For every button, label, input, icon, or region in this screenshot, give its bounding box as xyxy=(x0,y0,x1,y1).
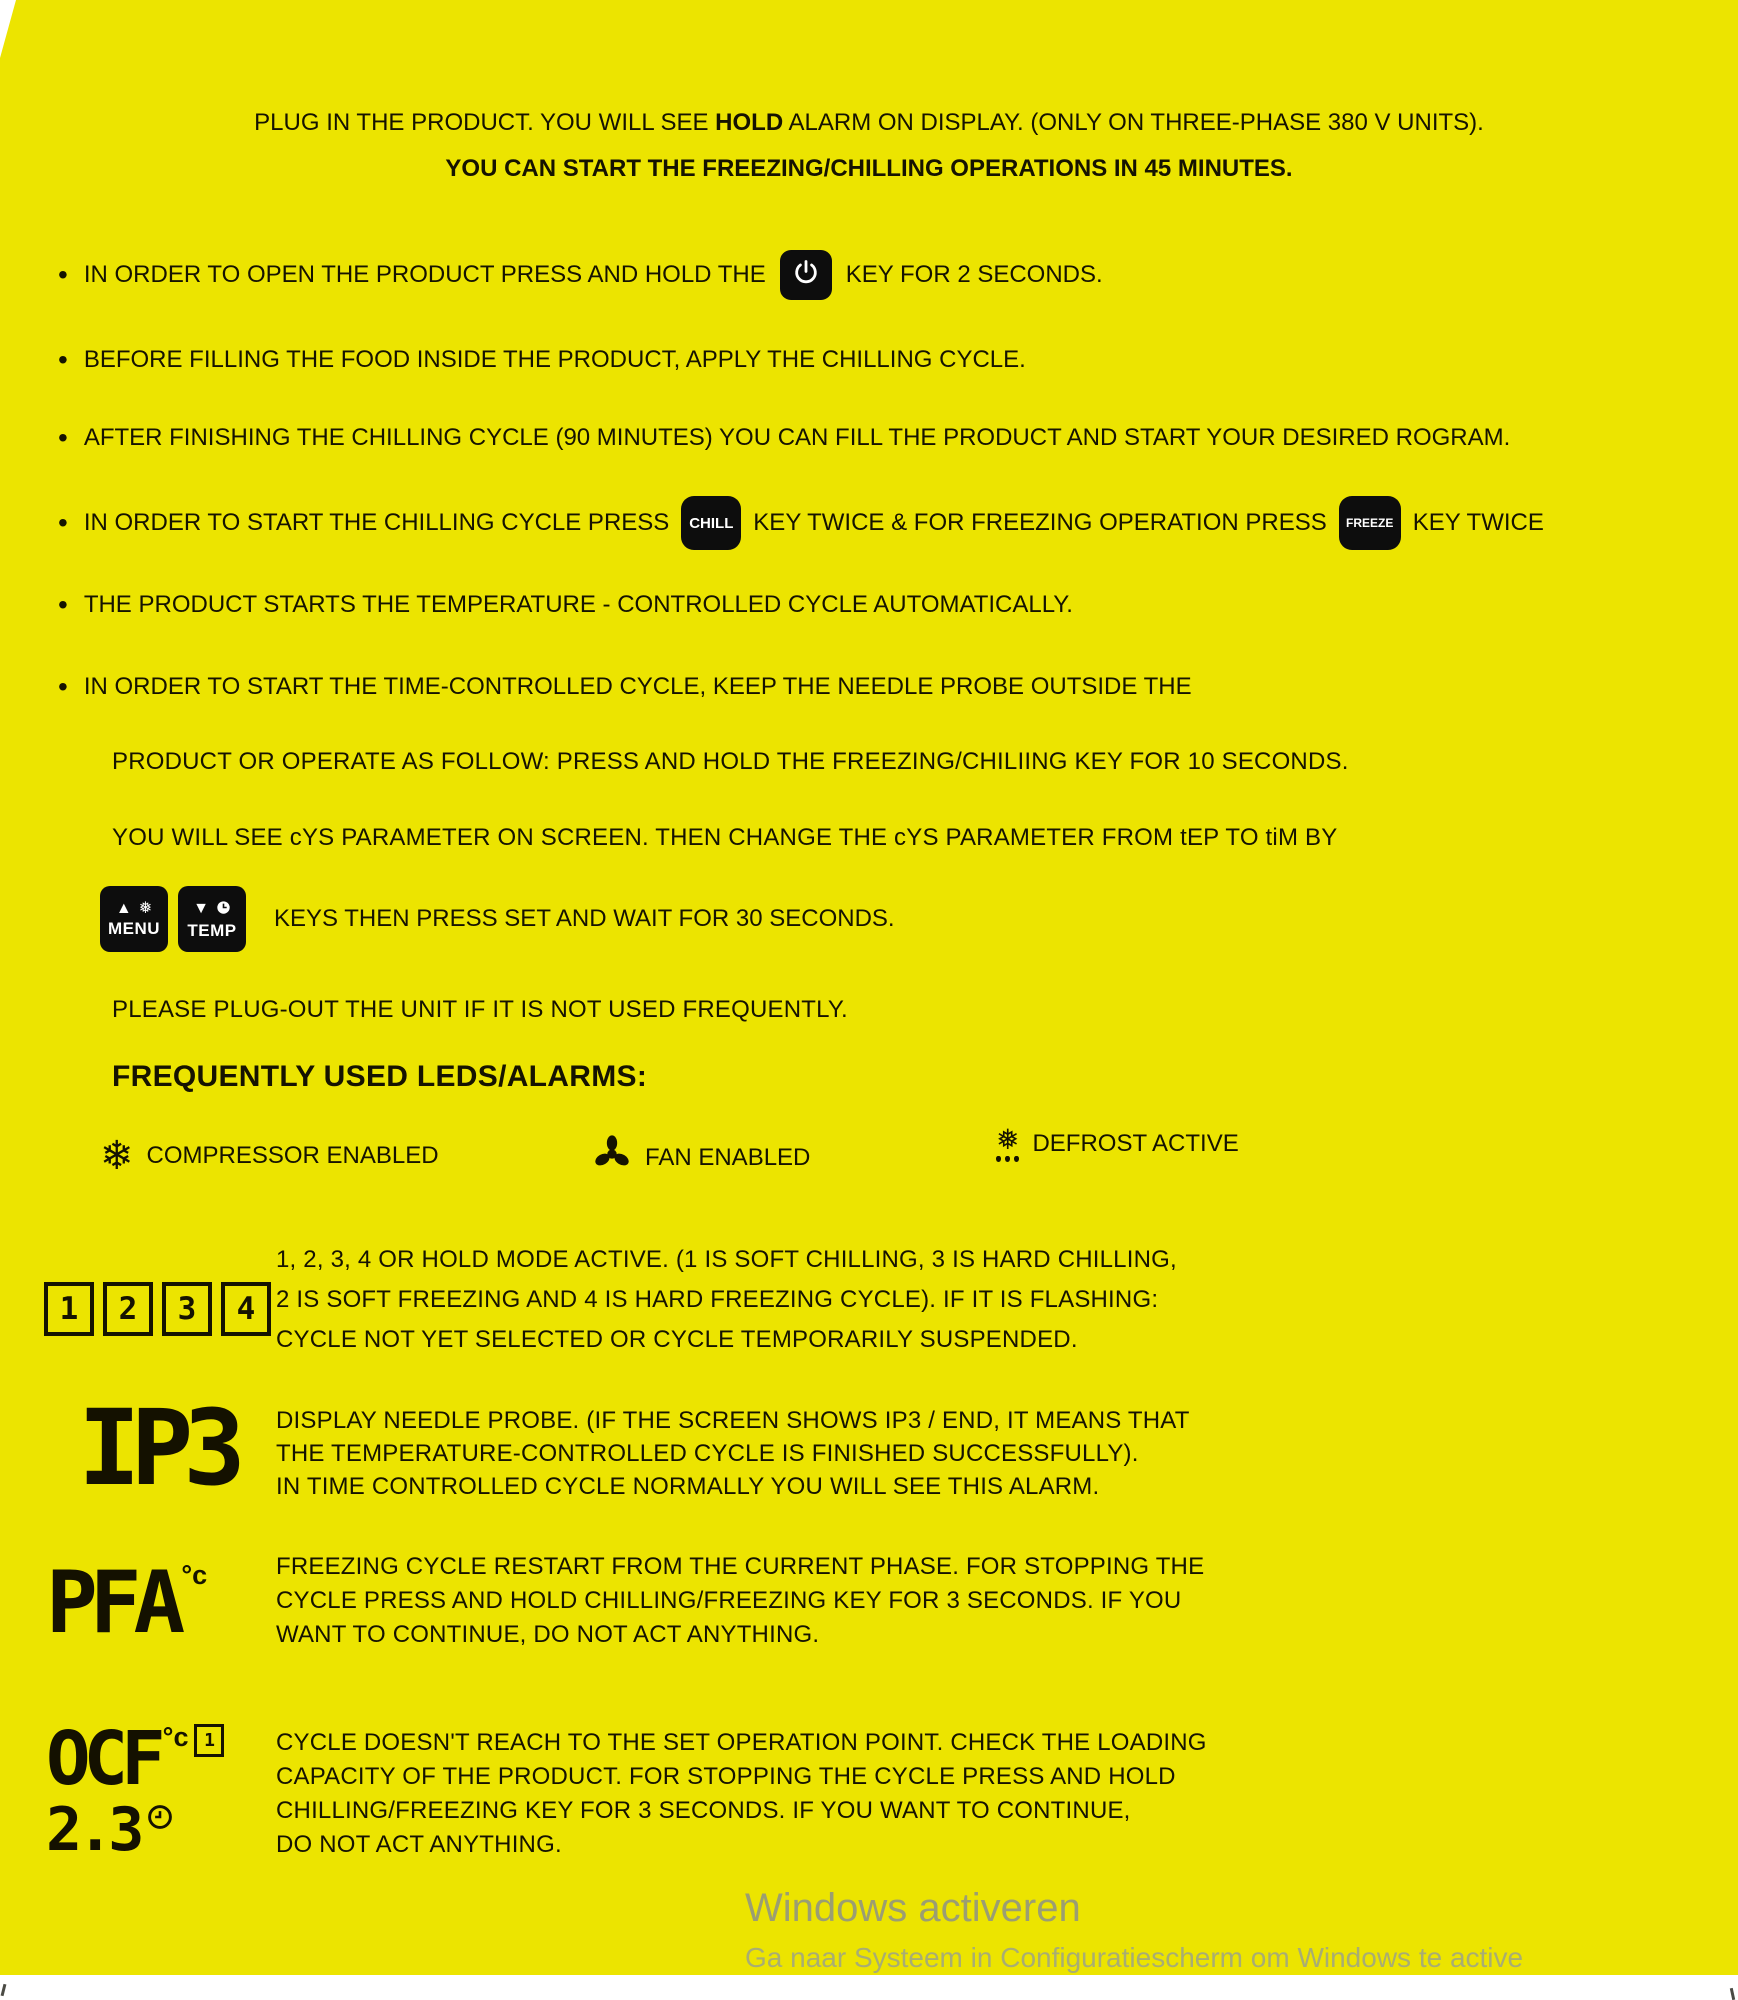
led-compressor-label: COMPRESSOR ENABLED xyxy=(146,1142,439,1169)
windows-activation-watermark-title: Windows activeren xyxy=(745,1886,1081,1930)
intro-line-1: PLUG IN THE PRODUCT. YOU WILL SEE HOLD ALARM ON DISPLAY. (ONLY ON THREE-PHASE 380 V UNITS). xyxy=(254,109,1484,136)
snowflake-icon: ❄ xyxy=(100,1134,134,1178)
ocf-display: OCF °c 1 xyxy=(46,1722,224,1796)
bullet-dot: • xyxy=(58,671,68,702)
mode-indicator-boxes xyxy=(44,1282,271,1336)
hold-alarm-emphasis: HOLD xyxy=(715,109,784,136)
ocf-value-display: 2.3 xyxy=(46,1800,173,1860)
power-key-button xyxy=(780,250,832,300)
bullet-dot: • xyxy=(58,259,68,290)
bullet-start-chilling: • IN ORDER TO START THE CHILLING CYCLE PRESS CHILL KEY TWICE & FOR FREEZING OPERATION PRESS FREEZE KEY TWICE xyxy=(58,496,1544,550)
bullet-auto-cycle: • THE PRODUCT STARTS THE TEMPERATURE - CONTROLLED CYCLE AUTOMATICALLY. xyxy=(58,589,1073,620)
led-fan-label: FAN ENABLED xyxy=(645,1143,811,1171)
arrow-down-icon: ▼ xyxy=(193,900,209,917)
ip3-display: IP3 xyxy=(78,1387,236,1509)
bullet-time-controlled: • IN ORDER TO START THE TIME-CONTROLLED CYCLE, KEEP THE NEEDLE PROBE OUTSIDE THE xyxy=(58,671,1192,702)
continuation-line-1: PRODUCT OR OPERATE AS FOLLOW: PRESS AND HOLD THE FREEZING/CHILIING KEY FOR 10 SECONDS. xyxy=(112,748,1349,775)
bullet-dot: • xyxy=(58,344,68,375)
chill-key-button xyxy=(681,496,741,550)
clock-icon xyxy=(216,900,231,919)
led-defrost xyxy=(996,1126,1239,1162)
power-icon xyxy=(792,258,820,293)
mode-box-3: 3 xyxy=(162,1282,212,1336)
bullet-before-filling: • BEFORE FILLING THE FOOD INSIDE THE PRODUCT, APPLY THE CHILLING CYCLE. xyxy=(58,344,1026,375)
mode-box-4: 4 xyxy=(221,1282,271,1336)
plug-out-note: PLEASE PLUG-OUT THE UNIT IF IT IS NOT USED FREQUENTLY. xyxy=(112,996,848,1023)
snowflake-icon: ❅ xyxy=(138,900,153,917)
menu-temp-keys-line: ▲ ❅ MENU ▼ TEMP KEYS THEN PRESS SET AND WAIT FOR 30 SECONDS. xyxy=(100,886,895,952)
fan-icon xyxy=(592,1134,632,1181)
arrow-up-icon: ▲ xyxy=(115,900,132,917)
intro-paragraph xyxy=(0,100,1738,192)
page-bottom-margin xyxy=(0,1975,1738,2000)
bullet-dot: • xyxy=(58,422,68,453)
mode-1-badge: 1 xyxy=(194,1724,224,1757)
led-compressor xyxy=(100,1136,439,1176)
mode-box-1: 1 xyxy=(44,1282,94,1336)
bullet-open-product: • IN ORDER TO OPEN THE PRODUCT PRESS AND HOLD THE KEY FOR 2 SECONDS. xyxy=(58,250,1103,300)
ip3-description: DISPLAY NEEDLE PROBE. (IF THE SCREEN SHOWS IP3 / END, IT MEANS THAT THE TEMPERATURE-CONTROLLED CYCLE IS FINISHED SUCCESSFULLY). IN TIME CONTROLLED CYCLE NORMALLY YOU WILL SEE THIS ALARM. xyxy=(276,1407,1190,1500)
clock-icon xyxy=(147,1804,173,1835)
scan-corner-artifact xyxy=(0,0,16,58)
led-defrost-label: DEFROST ACTIVE xyxy=(1032,1130,1239,1157)
pfa-description: FREEZING CYCLE RESTART FROM THE CURRENT PHASE. FOR STOPPING THE CYCLE PRESS AND HOLD CHILLING/FREEZING KEY FOR 3 SECONDS. IF YOU WANT TO CONTINUE, DO NOT ACT ANYTHING. xyxy=(276,1553,1205,1648)
freeze-key-button xyxy=(1339,496,1401,550)
ocf-description: CYCLE DOESN'T REACH TO THE SET OPERATION POINT. CHECK THE LOADING CAPACITY OF THE PRODUCT. FOR STOPPING THE CYCLE PRESS AND HOLD CHILLING/FREEZING KEY FOR 3 SECONDS. IF YOU WANT TO CONTINUE, DO NOT ACT ANYTHING. xyxy=(276,1729,1207,1858)
mode-box-2: 2 xyxy=(103,1282,153,1336)
chill-key-label: CHILL xyxy=(689,514,734,532)
intro-line-2: YOU CAN START THE FREEZING/CHILLING OPERATIONS IN 45 MINUTES. xyxy=(445,155,1293,182)
menu-key-button xyxy=(100,886,168,952)
continuation-line-2: YOU WILL SEE cYS PARAMETER ON SCREEN. THEN CHANGE THE cYS PARAMETER FROM tEP TO tiM BY xyxy=(112,824,1338,851)
celsius-unit: °c xyxy=(162,1722,189,1752)
temp-key-button xyxy=(178,886,246,952)
temp-key-label: TEMP xyxy=(187,920,237,940)
freeze-key-label: FREEZE xyxy=(1346,516,1394,530)
defrost-icon: ❅ xyxy=(996,1126,1019,1162)
celsius-unit: °c xyxy=(181,1560,208,1590)
leds-alarms-heading: FREQUENTLY USED LEDS/ALARMS: xyxy=(112,1060,648,1093)
bullet-dot: • xyxy=(58,507,68,538)
bullet-after-finishing: • AFTER FINISHING THE CHILLING CYCLE (90 MINUTES) YOU CAN FILL THE PRODUCT AND START YOUR DESIRED ROGRAM. xyxy=(58,422,1511,453)
pfa-display: PFA °c xyxy=(46,1553,208,1653)
menu-key-label: MENU xyxy=(107,919,161,938)
mode-description: 1, 2, 3, 4 OR HOLD MODE ACTIVE. (1 IS SOFT CHILLING, 3 IS HARD CHILLING, 2 IS SOFT FREEZING AND 4 IS HARD FREEZING CYCLE). IF IT IS FLASHING: CYCLE NOT YET SELECTED OR CYCLE TEMPORARILY SUSPENDED. xyxy=(276,1246,1177,1353)
bullet-dot: • xyxy=(58,589,68,620)
windows-activation-watermark-subtitle: Ga naar Systeem in Configuratiescherm om Windows te active xyxy=(745,1942,1524,1973)
led-fan xyxy=(592,1134,810,1181)
